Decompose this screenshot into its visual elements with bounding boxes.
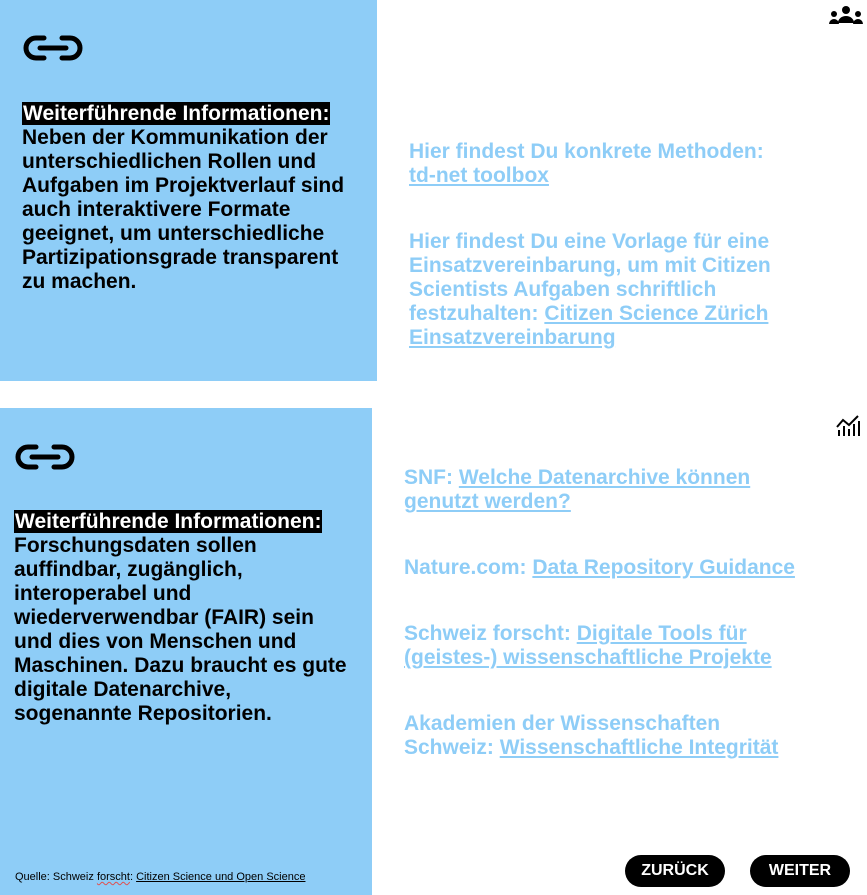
back-button[interactable]: ZURÜCK	[625, 855, 725, 887]
resource-item	[404, 712, 804, 760]
source-citation	[15, 871, 305, 883]
link-data-repository-guidance[interactable]: Data Repository Guidance	[532, 556, 795, 579]
link-td-net-toolbox[interactable]: td-net toolbox	[409, 164, 549, 187]
resource-prefix: Hier findest Du konkrete Methoden:	[409, 140, 764, 163]
info-body-bottom: Forschungsdaten sollen auffindbar, zugänglich, interoperabel und wiederverwendbar (FAIR) sein und dies von Menschen und Maschinen. Dazu braucht es gute digitale Datenarchive, sogenannte Repositorien.	[14, 534, 347, 725]
link-icon	[22, 34, 84, 62]
link-wissenschaftliche-integritaet[interactable]: Wissenschaftliche Integrität	[499, 736, 779, 759]
info-panel-top	[0, 0, 377, 381]
link-snf-datenarchive[interactable]: Welche Datenarchive können genutzt werden?	[404, 466, 751, 513]
bottom-links	[404, 466, 804, 760]
resource-item	[404, 556, 804, 580]
resource-prefix: Schweiz forscht:	[404, 622, 571, 645]
chart-line-icon	[836, 414, 860, 436]
source-misspelled-word: forscht	[96, 871, 130, 883]
info-body-top: Neben der Kommunikation der unterschiedlichen Rollen und Aufgaben im Projektverlauf sind auch interaktivere Formate geeignet, um unterschiedliche Partizipationsgrade transparent zu machen.	[22, 126, 345, 293]
info-text-top	[22, 102, 352, 294]
resource-prefix: Nature.com:	[404, 556, 527, 579]
source-colon: :	[129, 871, 134, 883]
people-group-icon	[829, 5, 863, 25]
info-heading-top: Weiterführende Informationen:	[23, 102, 330, 125]
resource-item	[409, 140, 809, 188]
link-icon	[14, 443, 76, 471]
info-text-bottom	[14, 510, 349, 726]
resource-prefix: Akademien der Wissenschaften Schweiz:	[404, 712, 721, 759]
resource-item	[409, 230, 809, 350]
link-einsatzvereinbarung[interactable]: Citizen Science Zürich Einsatzvereinbarung	[409, 302, 769, 349]
info-panel-bottom	[0, 408, 372, 895]
resource-item	[404, 622, 804, 670]
next-button[interactable]: WEITER	[750, 855, 850, 887]
top-links	[409, 140, 809, 350]
info-heading-bottom: Weiterführende Informationen:	[15, 510, 322, 533]
source-prefix: Quelle: Schweiz	[15, 871, 94, 883]
resource-item	[404, 466, 804, 514]
link-digitale-tools[interactable]: Digitale Tools für (geistes-) wissenschaftliche Projekte	[404, 622, 772, 669]
resource-prefix: SNF:	[404, 466, 453, 489]
resource-prefix: Hier findest Du eine Vorlage für eine Einsatzvereinbarung, um mit Citizen Scientists Aufgaben schriftlich festzuhalten:	[409, 230, 771, 325]
source-link[interactable]: Citizen Science und Open Science	[136, 871, 306, 883]
